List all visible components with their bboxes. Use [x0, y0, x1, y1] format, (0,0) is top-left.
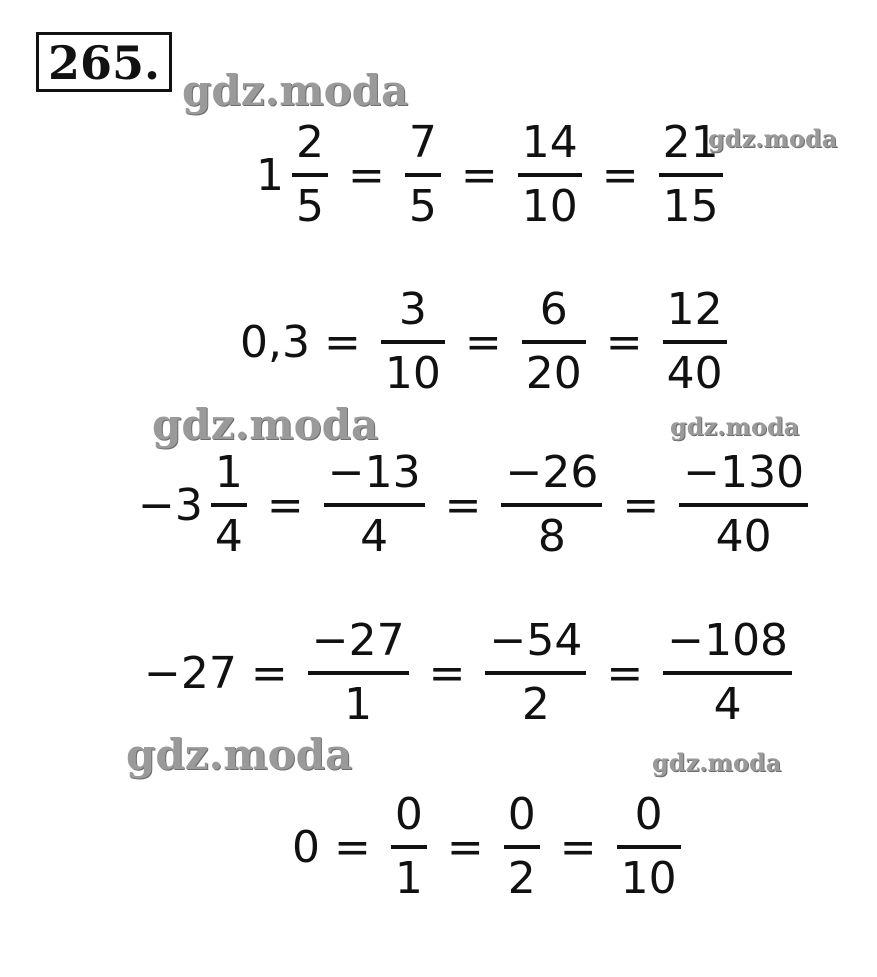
fraction: [292, 118, 328, 232]
equation-5: [292, 790, 687, 904]
numerator: −27: [311, 615, 405, 666]
numerator: 12: [666, 284, 723, 335]
equals-sign: =: [428, 647, 466, 699]
numerator: 0: [394, 789, 423, 840]
fraction: [663, 285, 727, 399]
fraction: [518, 118, 582, 232]
equals-sign: =: [622, 479, 660, 531]
denominator: 10: [620, 853, 677, 904]
numerator: 3: [398, 284, 427, 335]
equals-sign: =: [446, 821, 484, 873]
fraction-bar: [391, 845, 427, 849]
fraction: [617, 790, 681, 904]
equation-1: [256, 118, 729, 232]
denominator: 15: [662, 181, 719, 232]
equals-sign: =: [601, 149, 639, 201]
numerator: 7: [408, 117, 437, 168]
numerator: 6: [539, 284, 568, 335]
equals-sign: =: [334, 821, 371, 873]
numerator: 14: [521, 117, 578, 168]
fraction-bar: [504, 845, 540, 849]
equals-sign: =: [605, 316, 643, 368]
equals-sign: =: [323, 316, 361, 368]
fraction-bar: [308, 671, 409, 675]
fraction-bar: [324, 503, 425, 507]
denominator: 5: [296, 181, 324, 232]
denominator: 4: [360, 511, 389, 562]
fraction-bar: [381, 340, 445, 344]
fraction: [663, 616, 792, 730]
equals-sign: =: [606, 647, 644, 699]
fraction: [405, 118, 441, 232]
equals-sign: =: [266, 479, 304, 531]
equals-sign: =: [464, 316, 502, 368]
denominator: 1: [394, 853, 423, 904]
numerator: 0: [634, 789, 663, 840]
numerator: 2: [296, 117, 324, 168]
numerator: −26: [505, 447, 599, 498]
fraction-bar: [522, 340, 586, 344]
fraction-bar: [211, 503, 247, 507]
equation-lead: 0: [292, 821, 320, 873]
fraction-bar: [679, 503, 808, 507]
equation-2: [240, 285, 733, 399]
watermark: gdz.moda: [182, 66, 409, 115]
fraction: [485, 616, 586, 730]
numerator: 0: [507, 789, 536, 840]
denominator: 40: [666, 348, 723, 399]
equation-4: [144, 616, 798, 730]
watermark: gdz.moda: [652, 748, 782, 777]
numerator: 1: [214, 447, 243, 498]
fraction-bar: [659, 173, 723, 177]
numerator: 21: [662, 117, 719, 168]
fraction-bar: [485, 671, 586, 675]
numerator: −54: [489, 615, 583, 666]
numerator: −108: [667, 615, 789, 666]
fraction-bar: [292, 173, 328, 177]
denominator: 2: [521, 679, 550, 730]
denominator: 2: [507, 853, 536, 904]
denominator: 20: [525, 348, 582, 399]
watermark: gdz.moda: [708, 124, 838, 153]
denominator: 5: [408, 181, 437, 232]
watermark: gdz.moda: [126, 730, 353, 779]
fraction: [679, 448, 808, 562]
fraction-bar: [617, 845, 681, 849]
fraction: [381, 285, 445, 399]
denominator: 10: [521, 181, 578, 232]
fraction: [501, 448, 602, 562]
equation-3: [138, 448, 814, 562]
fraction: [211, 448, 247, 562]
fraction: [391, 790, 427, 904]
problem-number: 265.: [36, 32, 172, 92]
denominator: 4: [713, 679, 742, 730]
denominator: 4: [214, 511, 243, 562]
denominator: 1: [344, 679, 373, 730]
numerator: −13: [327, 447, 421, 498]
denominator: 10: [384, 348, 441, 399]
equals-sign: =: [559, 821, 597, 873]
fraction: [522, 285, 586, 399]
fraction-bar: [405, 173, 441, 177]
denominator: 40: [715, 511, 772, 562]
equation-lead: −27: [144, 647, 237, 699]
fraction: [504, 790, 540, 904]
fraction-bar: [501, 503, 602, 507]
fraction: [324, 448, 425, 562]
mixed-whole: 1: [256, 149, 284, 201]
fraction-bar: [663, 340, 727, 344]
fraction-bar: [518, 173, 582, 177]
denominator: 8: [537, 511, 566, 562]
equals-sign: =: [348, 149, 385, 201]
equation-lead: 0,3: [240, 316, 310, 368]
equals-sign: =: [460, 149, 498, 201]
watermark: gdz.moda: [152, 400, 379, 449]
watermark: gdz.moda: [670, 412, 800, 441]
equals-sign: =: [250, 647, 288, 699]
numerator: −130: [683, 447, 805, 498]
mixed-whole: −3: [138, 479, 203, 531]
fraction-bar: [663, 671, 792, 675]
fraction: [308, 616, 409, 730]
equals-sign: =: [444, 479, 482, 531]
